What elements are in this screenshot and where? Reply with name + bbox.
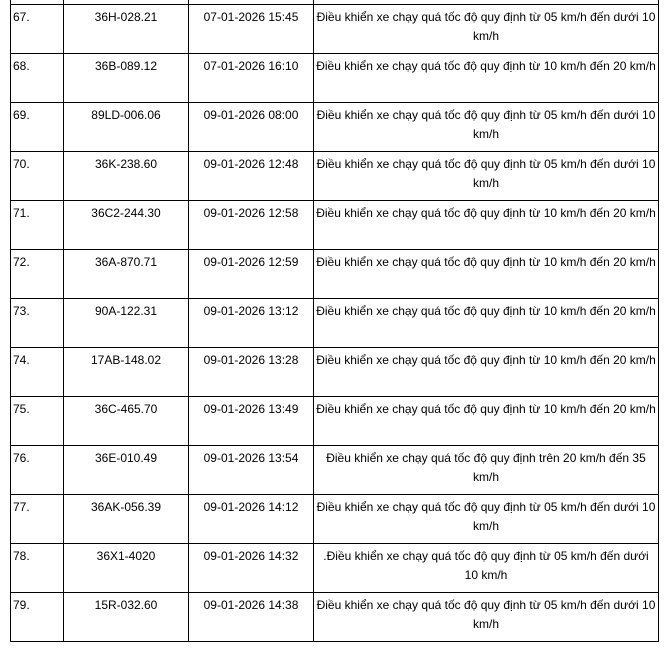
table-row xyxy=(11,396,659,445)
license-plate-cell: 15R-032.60 xyxy=(64,592,189,641)
license-plate-cell: 36X1-4020 xyxy=(64,543,189,592)
violation-description-cell: Điều khiển xe chạy quá tốc độ quy định từ 10 km/h đến 20 km/h xyxy=(314,298,659,347)
row-index-cell: 76. xyxy=(11,445,64,494)
table-row xyxy=(11,543,659,592)
row-index-cell: 79. xyxy=(11,592,64,641)
violation-description-cell: Điều khiển xe chạy quá tốc độ quy định từ 05 km/h đến dưới 10 km/h xyxy=(314,4,659,53)
violation-description-cell: Điều khiển xe chạy quá tốc độ quy định từ 10 km/h đến 20 km/h xyxy=(314,347,659,396)
violation-description-cell: Điều khiển xe chạy quá tốc độ quy định từ 10 km/h đến 20 km/h xyxy=(314,396,659,445)
violation-description-cell: Điều khiển xe chạy quá tốc độ quy định trên 20 km/h đến 35 km/h xyxy=(314,445,659,494)
row-index-cell: 72. xyxy=(11,249,64,298)
violation-time-cell: 09-01-2026 14:32 xyxy=(189,543,314,592)
license-plate-cell: 36E-010.49 xyxy=(64,445,189,494)
violation-time-cell: 09-01-2026 13:49 xyxy=(189,396,314,445)
violation-time-cell: 09-01-2026 12:59 xyxy=(189,249,314,298)
row-index-cell: 71. xyxy=(11,200,64,249)
violation-time-cell: 07-01-2026 16:10 xyxy=(189,53,314,102)
license-plate-cell: 90A-122.31 xyxy=(64,298,189,347)
table-row xyxy=(11,200,659,249)
row-index-cell: 68. xyxy=(11,53,64,102)
violation-time-cell: 09-01-2026 12:58 xyxy=(189,200,314,249)
table-row xyxy=(11,347,659,396)
violation-description-cell: Điều khiển xe chạy quá tốc độ quy định từ 10 km/h đến 20 km/h xyxy=(314,200,659,249)
row-index-cell: 74. xyxy=(11,347,64,396)
license-plate-cell: 17AB-148.02 xyxy=(64,347,189,396)
license-plate-cell: 36C2-244.30 xyxy=(64,200,189,249)
table-row xyxy=(11,102,659,151)
table-row xyxy=(11,298,659,347)
violation-description-cell: .Điều khiển xe chạy quá tốc độ quy định từ 05 km/h đến dưới 10 km/h xyxy=(314,543,659,592)
violation-time-cell: 09-01-2026 13:28 xyxy=(189,347,314,396)
license-plate-cell: 36K-238.60 xyxy=(64,151,189,200)
violation-time-cell: 09-01-2026 13:12 xyxy=(189,298,314,347)
license-plate-cell: 36AK-056.39 xyxy=(64,494,189,543)
license-plate-cell: 89LD-006.06 xyxy=(64,102,189,151)
row-index-cell: 77. xyxy=(11,494,64,543)
license-plate-cell: 36B-089.12 xyxy=(64,53,189,102)
table-row xyxy=(11,4,659,53)
row-index-cell: 73. xyxy=(11,298,64,347)
violation-time-cell: 07-01-2026 15:45 xyxy=(189,4,314,53)
violation-description-cell: Điều khiển xe chạy quá tốc độ quy định từ 05 km/h đến dưới 10 km/h xyxy=(314,102,659,151)
row-index-cell: 78. xyxy=(11,543,64,592)
violation-time-cell: 09-01-2026 13:54 xyxy=(189,445,314,494)
violation-time-cell: 09-01-2026 12:48 xyxy=(189,151,314,200)
table-row xyxy=(11,53,659,102)
row-index-cell: 67. xyxy=(11,4,64,53)
table-row xyxy=(11,445,659,494)
violation-description-cell: Điều khiển xe chạy quá tốc độ quy định từ 05 km/h đến dưới 10 km/h xyxy=(314,151,659,200)
license-plate-cell: 36A-870.71 xyxy=(64,249,189,298)
violation-time-cell: 09-01-2026 08:00 xyxy=(189,102,314,151)
table-row xyxy=(11,151,659,200)
violation-description-cell: Điều khiển xe chạy quá tốc độ quy định từ 10 km/h đến 20 km/h xyxy=(314,53,659,102)
violation-description-cell: Điều khiển xe chạy quá tốc độ quy định từ 05 km/h đến dưới 10 km/h xyxy=(314,494,659,543)
table-row xyxy=(11,592,659,641)
license-plate-cell: 36H-028.21 xyxy=(64,4,189,53)
row-index-cell: 69. xyxy=(11,102,64,151)
row-index-cell: 75. xyxy=(11,396,64,445)
table-row xyxy=(11,494,659,543)
violation-time-cell: 09-01-2026 14:38 xyxy=(189,592,314,641)
table-row xyxy=(11,249,659,298)
row-index-cell: 70. xyxy=(11,151,64,200)
violation-description-cell: Điều khiển xe chạy quá tốc độ quy định từ 05 km/h đến dưới 10 km/h xyxy=(314,592,659,641)
violation-description-cell: Điều khiển xe chạy quá tốc độ quy định từ 10 km/h đến 20 km/h xyxy=(314,249,659,298)
license-plate-cell: 36C-465.70 xyxy=(64,396,189,445)
violation-time-cell: 09-01-2026 14:12 xyxy=(189,494,314,543)
violations-table xyxy=(10,0,659,642)
